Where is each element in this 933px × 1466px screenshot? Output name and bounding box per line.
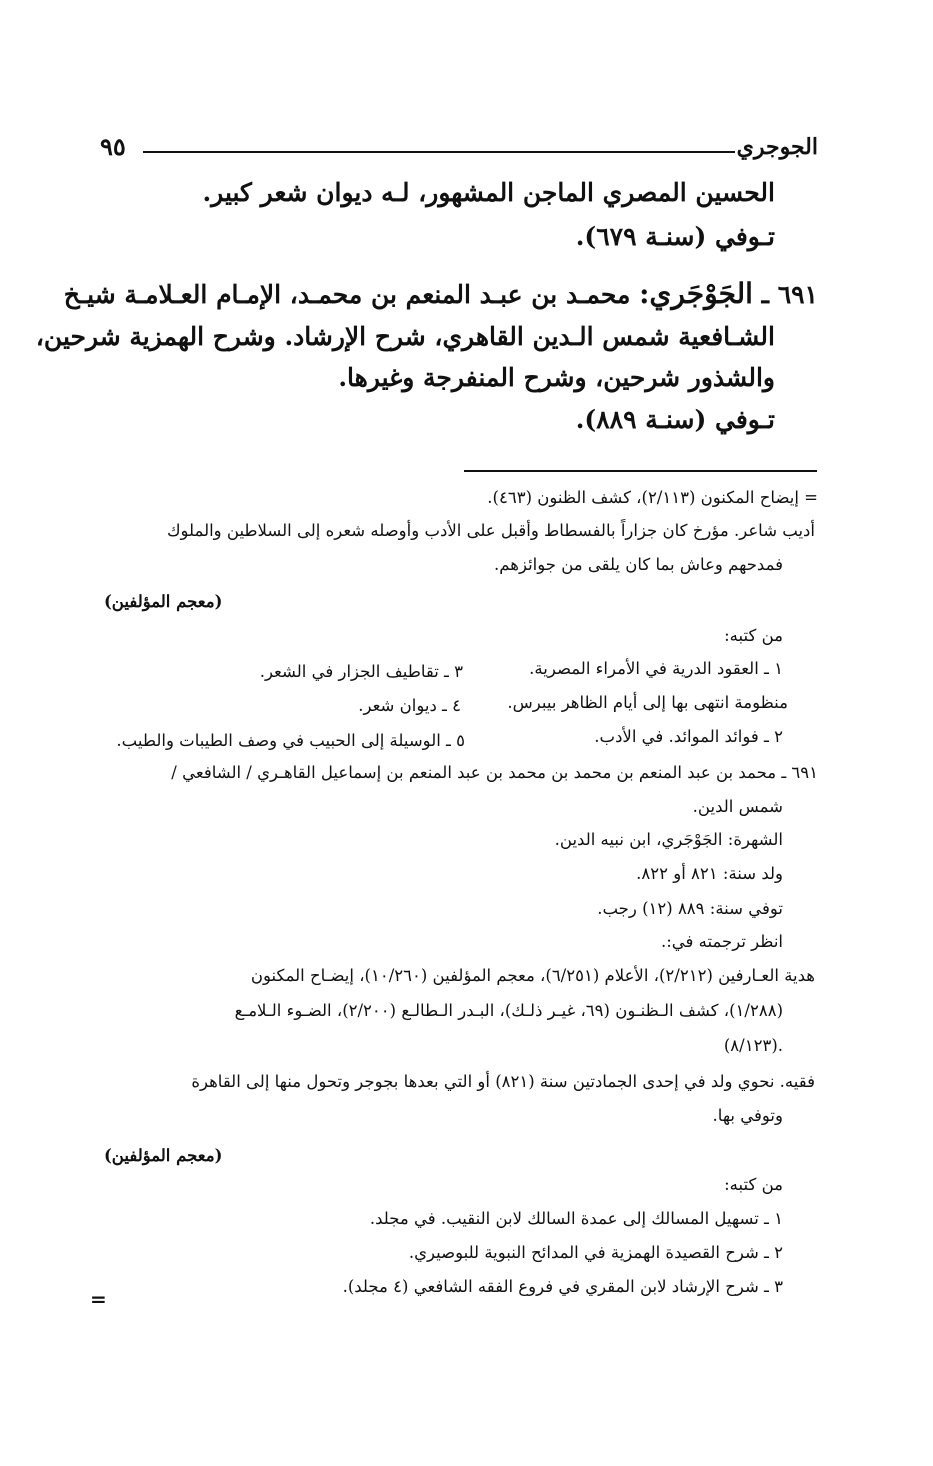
work-item-b: ٢ ـ شرح القصيدة الهمزية في المدائح النبوية للبوصيري.	[408, 1243, 783, 1262]
work-item-c: ٣ ـ شرح الإرشاد لابن المقري في فروع الفقه الشافعي (٤ مجلد).	[342, 1277, 783, 1296]
work-item-4: ٤ ـ ديوان شعر.	[358, 696, 461, 715]
main-line-2: تـوفي (سنـة ٦٧٩).	[575, 222, 775, 251]
footnote-line-12: ولد سنة: ٨٢١ أو ٨٢٢.	[636, 864, 783, 883]
entry-text: محمـد بن عبـد المنعم بن محمـد، الإمـام العـلامـة شيـخ	[63, 280, 631, 309]
work-item-1-note: منظومة انتهى بها إلى أيام الظاهر بيبرس.	[507, 693, 788, 712]
source-citation: (معجم المؤلفين)	[104, 592, 223, 611]
footnote-line-18: فقيه. نحوي ولد في إحدى الجمادتين سنة (٨٢١) أو التي بعدها بجوجر وتحول منها إلى القاهرة	[191, 1072, 815, 1091]
work-item-3: ٣ ـ تقاطيف الجزار في الشعر.	[259, 662, 463, 681]
footnote-line-2: أديب شاعر. مؤرخ كان جزاراً بالفسطاط وأقبل على الأدب وأوصله شعره إلى السلاطين والملوك	[166, 521, 815, 540]
footnote-line-13: توفي سنة: ٨٨٩ (١٢) رجب.	[597, 899, 783, 918]
entry-number: ٦٩١ ـ	[761, 280, 818, 309]
footnote-line-16: (١/٢٨٨)، كشف الـظنـون (٦٩، غيـر ذلـك)، البـدر الـطالـع (٢/٢٠٠)، الضـوء الـلامـع	[234, 1001, 783, 1020]
footnote-line-11: الشهرة: الجَوْجَري، ابن نبيه الدين.	[554, 830, 783, 849]
footnote-separator	[464, 470, 817, 472]
work-item-2: ٢ ـ فوائد الموائد. في الأدب.	[594, 727, 783, 746]
footnote-line-15: هدية العـارفين (٢/٢١٢)، الأعلام (٦/٢٥١)، معجم المؤلفين (١٠/٢٦٠)، إيضـاح المكنون	[250, 966, 815, 985]
running-head-title: الجوجري	[736, 134, 818, 160]
works-heading-2: من كتبه:	[724, 1175, 783, 1194]
footnote-line-14: انظر ترجمته في:.	[660, 932, 783, 951]
footnote-line-3: فمدحهم وعاش بما كان يلقى من جوائزهم.	[494, 555, 783, 574]
footnote-line-9: ٦٩١ ـ محمد بن عبد المنعم بن محمد بن محمد بن عبد المنعم بن إسماعيل القاهـري / الشافعي /	[171, 763, 818, 782]
footnote-line-19: وتوفي بها.	[712, 1106, 783, 1125]
work-item-1: ١ ـ العقود الدرية في الأمراء المصرية.	[529, 659, 783, 678]
continuation-mark: =	[90, 1287, 107, 1311]
works-heading: من كتبه:	[724, 626, 783, 645]
page-number: ٩٥	[100, 132, 126, 161]
main-line-5: والشذور شرحين، وشرح المنفرجة وغيرها.	[338, 363, 775, 392]
main-line-1: الحسين المصري الماجن المشهور، لـه ديوان شعر كبير.	[202, 178, 775, 207]
work-item-5: ٥ ـ الوسيلة إلى الحبيب في وصف الطيبات والطيب.	[116, 731, 465, 750]
header-rule	[143, 151, 735, 153]
source-citation-2: (معجم المؤلفين)	[104, 1146, 223, 1165]
entry-name: الجَوْجَري:	[639, 277, 753, 310]
entry-691-heading	[64, 277, 818, 310]
footnote-line-17: (٨/١٢٣).	[723, 1036, 783, 1055]
footnote-line-10: شمس الدين.	[692, 797, 783, 816]
main-line-4: الشـافعية شمس الـدين القاهري، شرح الإرشاد. وشرح الهمزية شرحين،	[35, 322, 775, 351]
footnote-line-1: = إيضاح المكنون (٢/١١٣)، كشف الظنون (٤٦٣).	[487, 488, 818, 507]
work-item-a: ١ ـ تسهيل المسالك إلى عمدة السالك لابن النقيب. في مجلد.	[369, 1209, 783, 1228]
main-line-6: تـوفي (سنـة ٨٨٩).	[575, 405, 775, 434]
